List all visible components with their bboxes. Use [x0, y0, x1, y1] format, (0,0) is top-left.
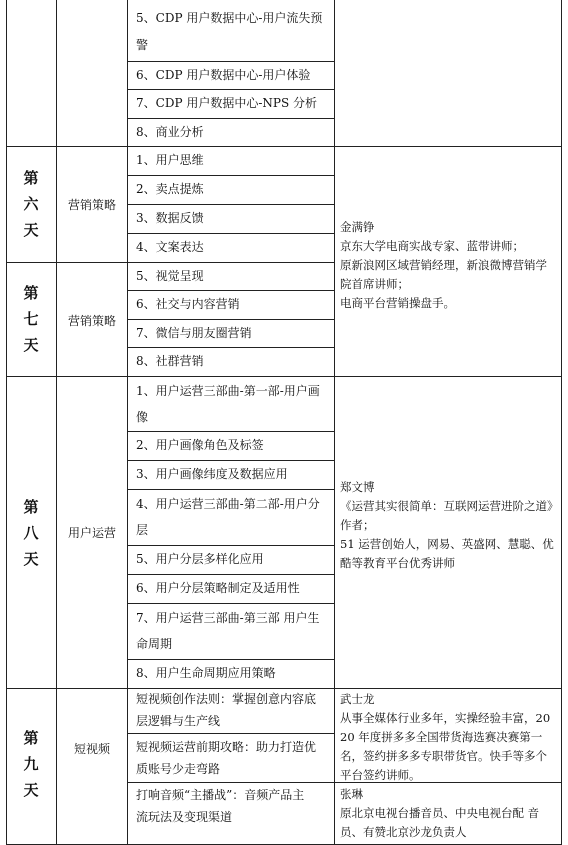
topic-item: 4、文案表达 [136, 240, 204, 254]
instructor-name: 金满铮 [340, 220, 375, 234]
topic-item: 8、用户生命周期应用策略 [136, 666, 276, 680]
instructor-bio-line: 电商平台营销操盘手。 [340, 296, 455, 310]
section-divider-day8 [6, 376, 562, 377]
row-divider [127, 347, 335, 348]
row-divider [127, 61, 335, 62]
day-label: 第 七 天 [23, 284, 39, 354]
topic-item-continued: 警 [136, 38, 149, 52]
topic-item: 5、用户分层多样化应用 [136, 552, 264, 566]
row-divider [127, 659, 335, 660]
topic-item-line: 流玩法及变现渠道 [136, 810, 233, 824]
column-divider-day [56, 0, 57, 845]
row-divider [127, 175, 335, 176]
column-divider-topic [334, 0, 335, 845]
topic-item: 4、用户运营三部曲-第二部-用户分 [136, 497, 320, 511]
topic-item [136, 688, 330, 732]
course-schedule-table [6, 0, 562, 845]
instructor-bio-line: 京东大学电商实战专家、蓝带讲师； [340, 239, 524, 253]
row-divider [127, 545, 335, 546]
topic-item: 1、用户运营三部曲-第一部-用户画 [136, 384, 320, 398]
row-divider [127, 431, 335, 432]
section-divider-day7 [6, 262, 335, 263]
row-divider [127, 319, 335, 320]
topic-item-line: 质账号少走弯路 [136, 762, 221, 776]
topic-item: 7、微信与朋友圈营销 [136, 326, 252, 340]
topic-item-line: 短视频创作法则：掌握创意内容底 [136, 692, 317, 706]
row-divider [127, 89, 335, 90]
topic-item [136, 784, 330, 828]
row-divider [127, 574, 335, 575]
row-divider [127, 460, 335, 461]
topic-item: 7、CDP 用户数据中心-NPS 分析 [136, 96, 317, 110]
topic-item: 5、视觉呈现 [136, 269, 204, 283]
row-divider [127, 233, 335, 234]
topic-item: 2、用户画像角色及标签 [136, 438, 264, 452]
instructor-bio-line: 原北京电视台播音员、中央电视台配 音员、有赞北京沙龙负责人 [340, 806, 540, 839]
section-divider-day6 [6, 146, 562, 147]
category-label: 短视频 [73, 742, 110, 756]
topic-item: 8、社群营销 [136, 354, 204, 368]
instructor-bio [340, 785, 556, 842]
row-divider [127, 489, 335, 490]
instructor-bio-line: 原新浪网区域营销经理，新浪微博营销学院首席讲师； [340, 258, 547, 291]
day-label: 第 九 天 [23, 729, 39, 799]
topic-item-continued: 命周期 [136, 637, 173, 651]
instructor-name: 张琳 [340, 787, 363, 801]
topic-item: 6、CDP 用户数据中心-用户体验 [136, 68, 311, 82]
instructor-bio-line: 《运营其实很简单：互联网运营进阶之道》作者； [340, 499, 553, 532]
topic-item-line: 层逻辑与生产线 [136, 714, 221, 728]
category-label: 用户运营 [67, 526, 116, 540]
topic-item [136, 736, 330, 780]
topic-item: 3、用户画像纬度及数据应用 [136, 467, 288, 481]
day-label: 第 六 天 [23, 169, 39, 239]
column-divider-category [127, 0, 128, 845]
topic-item-line: 打响音频“主播战”：音频产品主 [136, 788, 305, 802]
topic-item: 6、社交与内容营销 [136, 297, 240, 311]
instructor-name: 郑文博 [340, 480, 375, 494]
topic-item: 8、商业分析 [136, 125, 204, 139]
topic-item-line: 短视频运营前期攻略：助力打造优 [136, 740, 317, 754]
topic-item: 5、CDP 用户数据中心-用户流失预 [136, 11, 323, 25]
topic-item-continued: 层 [136, 523, 149, 537]
topic-item: 1、用户思维 [136, 153, 204, 167]
topic-item: 7、用户运营三部曲-第三部 用户生 [136, 611, 320, 625]
instructor-bio [340, 478, 556, 573]
table-border-right [561, 0, 562, 845]
instructor-name: 武士龙 [340, 692, 375, 706]
instructor-bio [340, 218, 554, 313]
instructor-bio [340, 690, 556, 785]
row-divider [127, 204, 335, 205]
topic-item: 2、卖点提炼 [136, 182, 204, 196]
row-divider [127, 118, 335, 119]
topic-item-continued: 像 [136, 410, 149, 424]
row-divider [127, 782, 335, 783]
category-label: 营销策略 [67, 198, 116, 212]
row-divider [127, 290, 335, 291]
category-label: 营销策略 [67, 314, 116, 328]
table-border-left [6, 0, 7, 845]
instructor-bio-line: 51 运营创始人，网易、英盛网、慧聪、优酷等教育平台优秀讲师 [340, 537, 554, 570]
topic-item: 3、数据反馈 [136, 211, 204, 225]
topic-item: 6、用户分层策略制定及适用性 [136, 581, 300, 595]
row-divider [127, 603, 335, 604]
day-label: 第 八 天 [23, 498, 39, 568]
row-divider [127, 733, 335, 734]
instructor-bio-line: 从事全媒体行业多年，实操经验丰富，2020 年度拼多多全国带货海选赛决赛第一名，签约拼多多专职带货官。快手等多个平台签约讲师。 [340, 711, 551, 782]
